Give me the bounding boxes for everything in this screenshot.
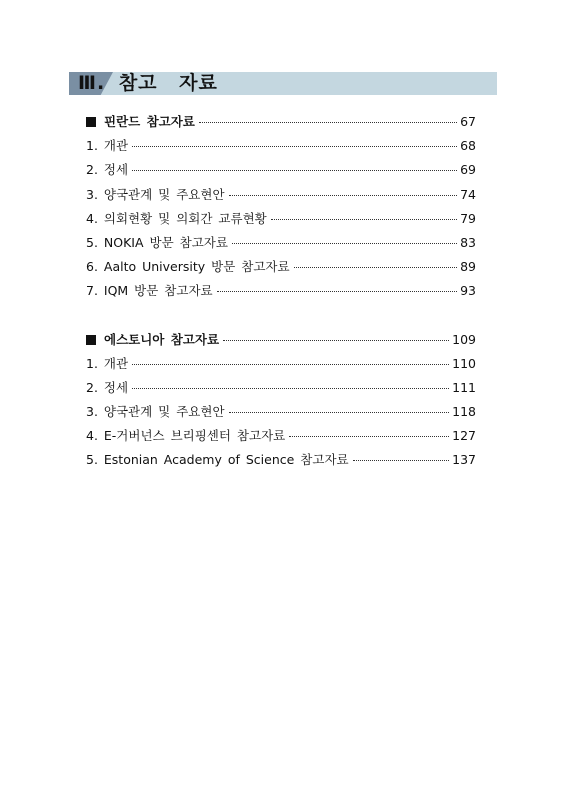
toc-page-number: 74 xyxy=(460,186,476,202)
toc-section-heading[interactable] xyxy=(86,330,476,354)
toc-page-number: 109 xyxy=(452,331,476,347)
chapter-title-word-2: 자료 xyxy=(179,72,218,94)
toc-item[interactable] xyxy=(86,209,476,233)
toc-item[interactable] xyxy=(86,136,476,160)
toc-item[interactable] xyxy=(86,185,476,209)
toc-item[interactable] xyxy=(86,257,476,281)
toc-item[interactable] xyxy=(86,450,476,474)
toc-section-estonia xyxy=(86,330,476,475)
toc-item-label: 1. 개관 xyxy=(86,355,129,371)
dot-leader xyxy=(199,122,457,123)
toc-heading-label: 에스토니아 참고자료 xyxy=(104,331,220,347)
toc-item[interactable] xyxy=(86,233,476,257)
toc-page-number: 69 xyxy=(460,162,476,178)
toc-page-number: 118 xyxy=(452,404,476,420)
toc-item-label: 7. IQM 방문 참고자료 xyxy=(86,283,213,299)
toc-item-label: 5. NOKIA 방문 참고자료 xyxy=(86,234,228,250)
toc-page-number: 127 xyxy=(452,428,476,444)
toc-item-label: 2. 정세 xyxy=(86,379,129,395)
toc-item-label: 4. E-거버넌스 브리핑센터 참고자료 xyxy=(86,428,286,444)
toc-item[interactable] xyxy=(86,378,476,402)
toc-page-number: 68 xyxy=(460,138,476,154)
dot-leader xyxy=(132,146,457,147)
toc-item[interactable] xyxy=(86,354,476,378)
toc-item-label: 1. 개관 xyxy=(86,138,129,154)
toc-item-label: 3. 양국관계 및 주요현안 xyxy=(86,404,225,420)
toc-item-label: 2. 정세 xyxy=(86,162,129,178)
chapter-number: Ⅲ. xyxy=(78,72,106,94)
dot-leader xyxy=(223,340,449,341)
toc-item[interactable] xyxy=(86,402,476,426)
toc-item-label: 5. Estonian Academy of Science 참고자료 xyxy=(86,452,349,468)
chapter-title xyxy=(78,72,218,95)
toc-page-number: 111 xyxy=(452,379,476,395)
table-of-contents xyxy=(86,112,476,475)
dot-leader xyxy=(217,291,457,292)
dot-leader xyxy=(229,412,450,413)
dot-leader xyxy=(271,219,457,220)
toc-section-heading[interactable] xyxy=(86,112,476,136)
toc-item-label: 4. 의회현황 및 의회간 교류현황 xyxy=(86,210,267,226)
chapter-title-word-1: 참고 xyxy=(118,72,158,94)
square-bullet-icon xyxy=(86,117,96,127)
toc-item[interactable] xyxy=(86,426,476,450)
dot-leader xyxy=(289,436,449,437)
square-bullet-icon xyxy=(86,335,96,345)
toc-item[interactable] xyxy=(86,281,476,305)
toc-heading-label: 핀란드 참고자료 xyxy=(104,114,195,129)
toc-page-number: 93 xyxy=(460,283,476,299)
toc-page-number: 137 xyxy=(452,452,476,468)
dot-leader xyxy=(232,243,457,244)
toc-page-number: 79 xyxy=(460,210,476,226)
toc-page-number: 83 xyxy=(460,234,476,250)
chapter-title-bar xyxy=(69,72,497,95)
toc-item-label: 6. Aalto University 방문 참고자료 xyxy=(86,259,290,275)
toc-page-number: 67 xyxy=(460,114,476,129)
dot-leader xyxy=(132,364,449,365)
toc-page-number: 89 xyxy=(460,259,476,275)
dot-leader xyxy=(229,195,458,196)
toc-page-number: 110 xyxy=(452,355,476,371)
toc-section-finland xyxy=(86,112,476,306)
toc-item-label: 3. 양국관계 및 주요현안 xyxy=(86,186,225,202)
dot-leader xyxy=(353,460,450,461)
dot-leader xyxy=(132,170,457,171)
dot-leader xyxy=(132,388,449,389)
toc-item[interactable] xyxy=(86,160,476,184)
dot-leader xyxy=(294,267,458,268)
